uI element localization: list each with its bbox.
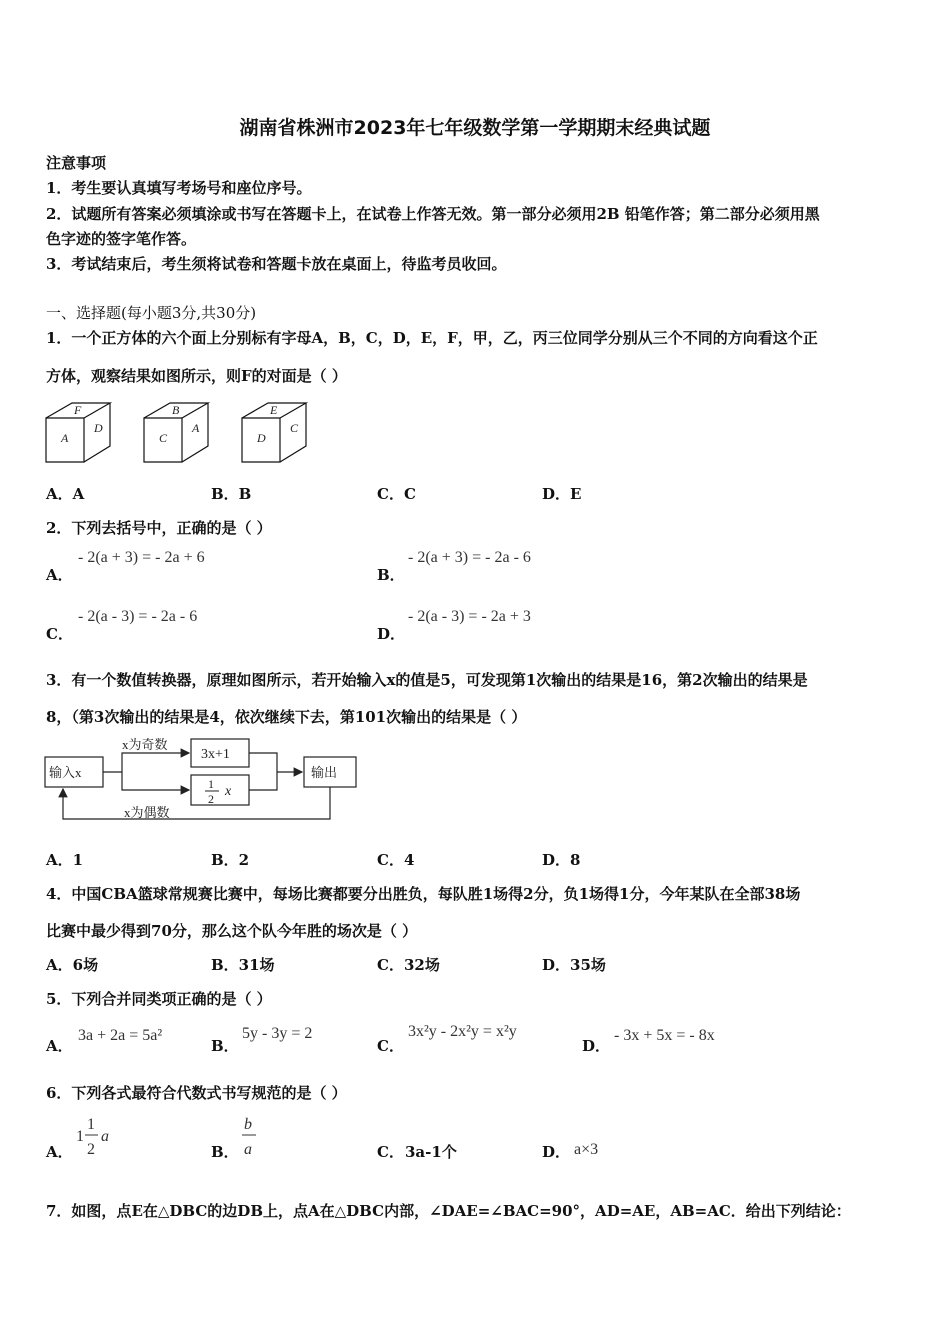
q2-label-b: B． (377, 566, 405, 584)
q3-stem: 8，（第3次输出的结果是4，依次继续下去，第101次输出的结果是（ ） (46, 708, 527, 726)
diagram-odd-op: 3x+1 (201, 747, 230, 762)
q5-expr-c: 3x²y - 2x²y = x²y (408, 1023, 517, 1040)
q6-label-b: B． (211, 1143, 239, 1161)
q2-expr-b: - 2(a + 3) = - 2a - 6 (408, 549, 531, 566)
cube3-top: E (270, 403, 278, 417)
q1-stem: 1．一个正方体的六个面上分别标有字母A，B，C，D，E，F，甲，乙，丙三位同学分别从三个不同的方向看这个正 (46, 329, 818, 347)
diagram-output-label: 输出 (311, 765, 338, 780)
cube1-front: A (61, 431, 69, 445)
q2-stem: 2．下列去括号中，正确的是（ ） (46, 519, 272, 537)
q1-option-a: A．A (46, 485, 85, 503)
q6-label-a: A． (46, 1143, 73, 1161)
cube1-top: F (74, 403, 82, 417)
q5-label-d: D． (582, 1037, 611, 1055)
q6-expr-c: 3a-1个 (405, 1143, 457, 1161)
notice-item: 3．考试结束后，考生须将试卷和答题卡放在桌面上，待监考员收回。 (46, 255, 507, 273)
cube1-side: D (94, 421, 103, 435)
svg-text:2: 2 (87, 1141, 95, 1158)
q1-option-b: B．B (211, 485, 252, 503)
q2-expr-c: - 2(a - 3) = - 2a - 6 (78, 608, 198, 625)
q2-expr-a: - 2(a + 3) = - 2a + 6 (78, 549, 205, 566)
cube2-side: A (192, 421, 200, 435)
q3-option-c: C．4 (377, 851, 415, 869)
q6-stem: 6．下列各式最符合代数式书写规范的是（ ） (46, 1084, 347, 1102)
q3-converter-diagram (42, 735, 362, 825)
q5-label-a: A． (46, 1037, 73, 1055)
notice-item: 1．考生要认真填写考场号和座位序号。 (46, 179, 312, 197)
q4-option-c: C．32场 (377, 956, 440, 974)
q5-label-c: C． (377, 1037, 404, 1055)
q7-stem: 7．如图，点E在△DBC的边DB上，点A在△DBC内部，∠DAE=∠BAC=90°，AD=AE，AB=AC．给出下列结论： (46, 1202, 851, 1220)
q5-stem: 5．下列合并同类项正确的是（ ） (46, 990, 272, 1008)
q1-option-d: D．E (542, 485, 582, 503)
q1-cubes-figure (44, 398, 324, 468)
q2-expr-d: - 2(a - 3) = - 2a + 3 (408, 608, 531, 625)
q5-expr-d: - 3x + 5x = - 8x (614, 1027, 715, 1044)
q5-label-b: B． (211, 1037, 239, 1055)
notice-item: 色字迹的签字笔作答。 (46, 230, 197, 248)
notice-item: 2．试题所有答案必须填涂或书写在答题卡上，在试卷上作答无效。第一部分必须用2B 铅笔作答；第二部分必须用黑 (46, 205, 820, 223)
q6-expr-a (74, 1112, 124, 1160)
svg-text:1: 1 (87, 1116, 95, 1133)
q3-option-a: A．1 (46, 851, 84, 869)
q3-stem: 3．有一个数值转换器，原理如图所示，若开始输入x的值是5，可发现第1次输出的结果是16，第2次输出的结果是 (46, 671, 808, 689)
q6-expr-b (240, 1112, 264, 1160)
q5-expr-a: 3a + 2a = 5a² (78, 1027, 163, 1044)
q2-label-a: A． (46, 566, 73, 584)
cube2-front: C (159, 431, 168, 445)
svg-text:b: b (244, 1116, 252, 1133)
svg-text:1: 1 (76, 1128, 84, 1145)
diagram-input-label: 输入x (49, 765, 82, 780)
diagram-even-var: x (225, 784, 232, 799)
section-heading: 一、选择题(每小题3分,共30分) (46, 304, 257, 322)
cube3-side: C (290, 421, 299, 435)
q4-option-b: B．31场 (211, 956, 275, 974)
q6-expr-d: a×3 (574, 1141, 599, 1158)
notice-heading: 注意事项 (46, 154, 107, 172)
diagram-even-label: x为偶数 (124, 805, 170, 820)
q4-stem: 4．中国CBA篮球常规赛比赛中，每场比赛都要分出胜负，每队胜1场得2分，负1场得1分，今年某队在全部38场 (46, 885, 801, 903)
q1-stem: 方体，观察结果如图所示，则F的对面是（ ） (46, 367, 347, 385)
diagram-odd-label: x为奇数 (122, 737, 168, 752)
q4-stem: 比赛中最少得到70分，那么这个队今年胜的场次是（ ） (46, 922, 418, 940)
diagram-even-den: 2 (208, 792, 214, 806)
diagram-even-num: 1 (208, 777, 214, 791)
q2-label-c: C． (46, 625, 73, 643)
svg-text:a: a (101, 1128, 109, 1145)
q4-option-d: D．35场 (542, 956, 606, 974)
cube2-top: B (172, 403, 180, 417)
svg-text:a: a (244, 1141, 252, 1158)
page-title: 湖南省株洲市2023年七年级数学第一学期期末经典试题 (239, 117, 711, 139)
cube3-front: D (257, 431, 266, 445)
q6-label-d: D． (542, 1143, 571, 1161)
q3-option-d: D．8 (542, 851, 581, 869)
q6-label-c: C． (377, 1143, 404, 1161)
q5-expr-b: 5y - 3y = 2 (242, 1025, 313, 1042)
q2-label-d: D． (377, 625, 406, 643)
even-op-box (191, 775, 249, 805)
q4-option-a: A．6场 (46, 956, 99, 974)
q3-option-b: B．2 (211, 851, 250, 869)
q1-option-c: C．C (377, 485, 416, 503)
